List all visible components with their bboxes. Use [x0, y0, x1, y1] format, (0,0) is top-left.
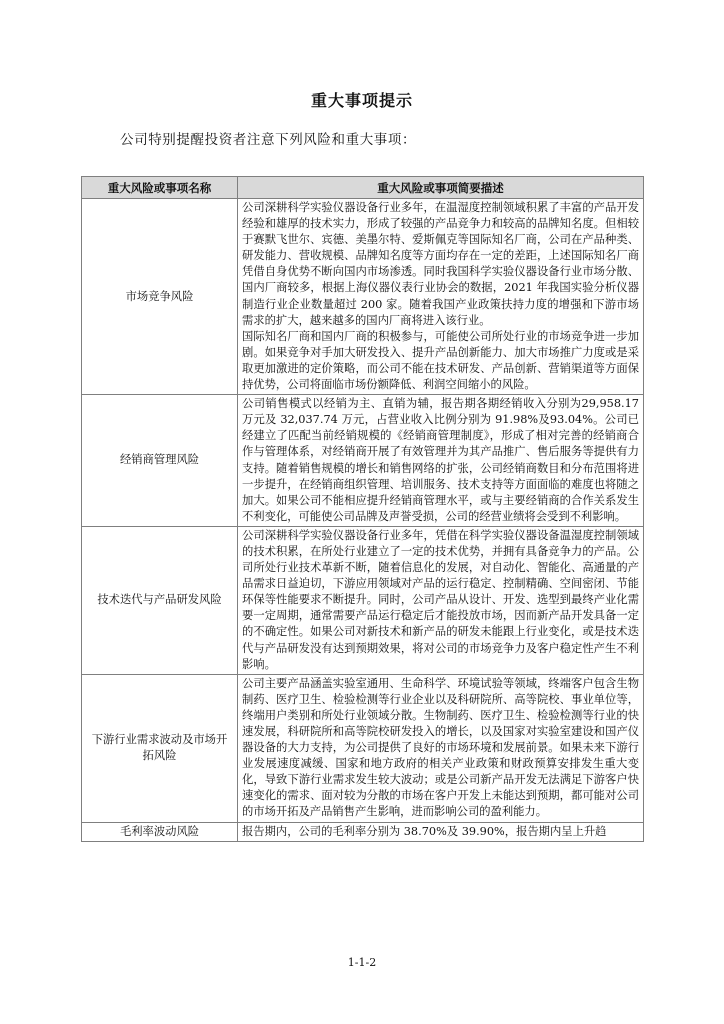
description-paragraph: 公司主要产品涵盖实验室通用、生命科学、环境试验等领域，终端客户包含生物制药、医疗卫生、检验检测等行业企业以及科研院所、高等院校、事业单位等，终端用户类别和所处行业领域分散。生物制药、医疗卫生、检验检测等行业的快速发展，科研院所和高等院校研发投入的增长，以及国家对实验室建设和国产仪器设备的大力支持，为公司提供了良好的市场环境和发展前景。如果未来下游行业发展速度减缓、国家和地方政府的相关产业政策和财政预算安排发生重大变化，导致下游行业需求发生较大波动；或是公司新产品开发无法满足下游客户快速变化的需求、面对较为分散的市场在客户开发上未能达到预期，都可能对公司的市场开拓及产品销售产生影响，进而影响公司的盈利能力。	[242, 676, 639, 819]
table-row	[82, 199, 644, 395]
header-risk-description: 重大风险或事项简要描述	[238, 177, 644, 199]
risk-description	[238, 674, 644, 822]
risk-name: 市场竞争风险	[82, 199, 238, 395]
table-row	[82, 526, 644, 674]
header-risk-name: 重大风险或事项名称	[82, 177, 238, 199]
risk-description	[238, 822, 644, 841]
table-row	[82, 395, 644, 527]
risk-name: 下游行业需求波动及市场开拓风险	[82, 674, 238, 822]
description-paragraph: 国际知名厂商和国内厂商的积极参与，可能使公司所处行业的市场竞争进一步加剧。如果竞争对手加大研发投入、提升产品创新能力、加大市场推广力度或是采取更加激进的定价策略，而公司不能在技术研发、产品创新、营销渠道等方面保持优势，公司将面临市场份额降低、利润空间缩小的风险。	[242, 329, 639, 392]
description-paragraph: 公司销售模式以经销为主、直销为辅，报告期各期经销收入分别为29,958.17 万元及 32,037.74 万元，占营业收入比例分别为 91.98%及93.04%。公司已经建立了匹配当前经销规模的《经销商管理制度》，形成了相对完善的经销商合作与管理体系，对经销商开展了有效管理并为其产品推广、售后服务等提供有力支持。随着销售规模的增长和销售网络的扩张，公司经销商数目和分布范围将进一步提升，在经销商组织管理、培训服务、技术支持等方面面临的难度也将随之加大。如果公司不能相应提升经销商管理水平，或与主要经销商的合作关系发生不利变化，可能使公司品牌及声誉受损，公司的经营业绩将会受到不利影响。	[242, 397, 639, 523]
page-title: 重大事项提示	[310, 91, 413, 110]
table-row	[82, 822, 644, 841]
risk-name: 技术迭代与产品研发风险	[82, 526, 238, 674]
table-row	[82, 674, 644, 822]
intro-text: 公司特别提醒投资者注意下列风险和重大事项：	[120, 132, 417, 148]
description-paragraph: 公司深耕科学实验仪器设备行业多年，在温湿度控制领域积累了丰富的产品开发经验和雄厚的技术实力，形成了较强的产品竞争力和较高的品牌知名度。但相较于赛默飞世尔、宾德、美墨尔特、爱斯佩克等国际知名厂商，公司在产品种类、研发能力、营收规模、品牌知名度等方面均存在一定的差距，上述国际知名厂商凭借自身优势不断向国内市场渗透。同时我国科学实验仪器设备行业市场分散、国内厂商较多，根据上海仪器仪表行业协会的数据，2021 年我国实验分析仪器制造行业企业数量超过 200 家。随着我国产业政策扶持力度的增强和下游市场需求的扩大，越来越多的国内厂商将进入该行业。	[242, 201, 639, 327]
risk-name: 毛利率波动风险	[82, 822, 238, 841]
table-header-row	[82, 177, 644, 199]
description-paragraph: 公司深耕科学实验仪器设备行业多年，凭借在科学实验仪器设备温湿度控制领域的技术积累，在所处行业建立了一定的技术优势，并拥有具备竞争力的产品。公司所处行业技术革新不断，随着信息化的发展，对自动化、智能化、高通量的产品需求日益迫切，下游应用领域对产品的运行稳定、控制精确、空间密闭、节能环保等性能要求不断提升。同时，公司产品从设计、开发、选型到最终产业化需要一定周期，通常需要产品运行稳定后才能投放市场，因而新产品开发具备一定的不确定性。如果公司对新技术和新产品的研发未能跟上行业变化，或是技术迭代与产品研发没有达到预期效果，将对公司的市场竞争力及客户稳定性产生不利影响。	[242, 528, 639, 671]
risk-description	[238, 395, 644, 527]
risk-description	[238, 526, 644, 674]
risk-name: 经销商管理风险	[82, 395, 238, 527]
page-number: 1-1-2	[347, 956, 377, 969]
risk-table	[81, 176, 644, 842]
risk-description	[238, 199, 644, 395]
description-paragraph: 报告期内，公司的毛利率分别为 38.70%及 39.90%，报告期内呈上升趋	[242, 824, 607, 838]
